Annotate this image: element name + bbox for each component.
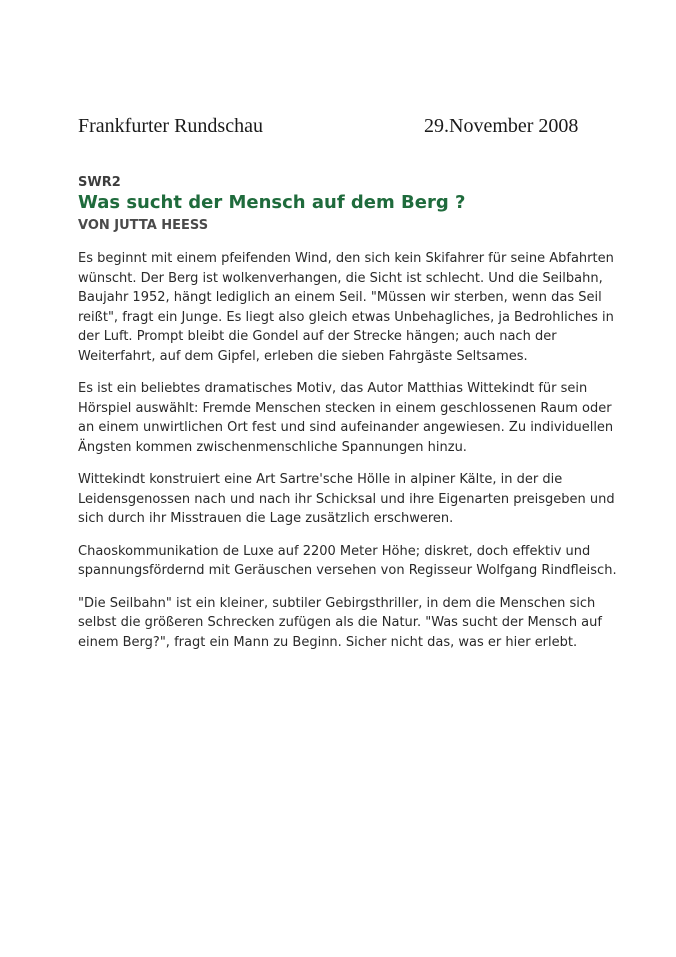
paragraph: Chaoskommunikation de Luxe auf 2200 Meter Höhe; diskret, doch effektiv und spannungsfördernd mit Geräuschen versehen von Regisseur Wolfgang Rindfleisch. <box>78 543 617 578</box>
article-title: Was sucht der Mensch auf dem Berg ? <box>78 192 466 213</box>
article-byline: VON JUTTA HEESS <box>78 218 209 233</box>
paragraph: Es ist ein beliebtes dramatisches Motiv, das Autor Matthias Wittekindt für sein Hörspiel auswählt: Fremde Menschen stecken in einem geschlossenen Raum oder an einem unwirtlichen Ort fest und sind aufeinander angewiesen. Zu individuellen Ängsten kommen zwischenmenschliche Spannungen hinzu. <box>78 381 614 455</box>
article-body <box>78 249 630 665</box>
paragraph: Es beginnt mit einem pfeifenden Wind, den sich kein Skifahrer für seine Abfahrten wünscht. Der Berg ist wolkenverhangen, die Sicht ist schlecht. Und die Seilbahn, Baujahr 1952, hängt lediglich an einem Seil. "Müssen wir sterben, wenn das Seil reißt", fragt ein Junge. Es liegt also gleich etwas Unbehagliches, ja Bedrohliches in der Luft. Prompt bleibt die Gondel auf der Strecke hängen; auch nach der Weiterfahrt, auf dem Gipfel, erleben die sieben Fahrgäste Seltsames. <box>78 251 614 364</box>
masthead-publication: Frankfurter Rundschau <box>78 115 263 137</box>
masthead-date: 29.November 2008 <box>424 115 579 137</box>
station-label: SWR2 <box>78 175 121 190</box>
paragraph: Wittekindt konstruiert eine Art Sartre'sche Hölle in alpiner Kälte, in der die Leidensgenossen nach und nach ihr Schicksal und ihre Eigenarten preisgeben und sich durch ihr Misstrauen die Lage zusätzlich erschweren. <box>78 472 615 526</box>
paragraph: "Die Seilbahn" ist ein kleiner, subtiler Gebirgsthriller, in dem die Menschen sich selbst die größeren Schrecken zufügen als die Natur. "Was sucht der Mensch auf einem Berg?", fragt ein Mann zu Beginn. Sicher nicht das, was er hier erlebt. <box>78 595 602 650</box>
